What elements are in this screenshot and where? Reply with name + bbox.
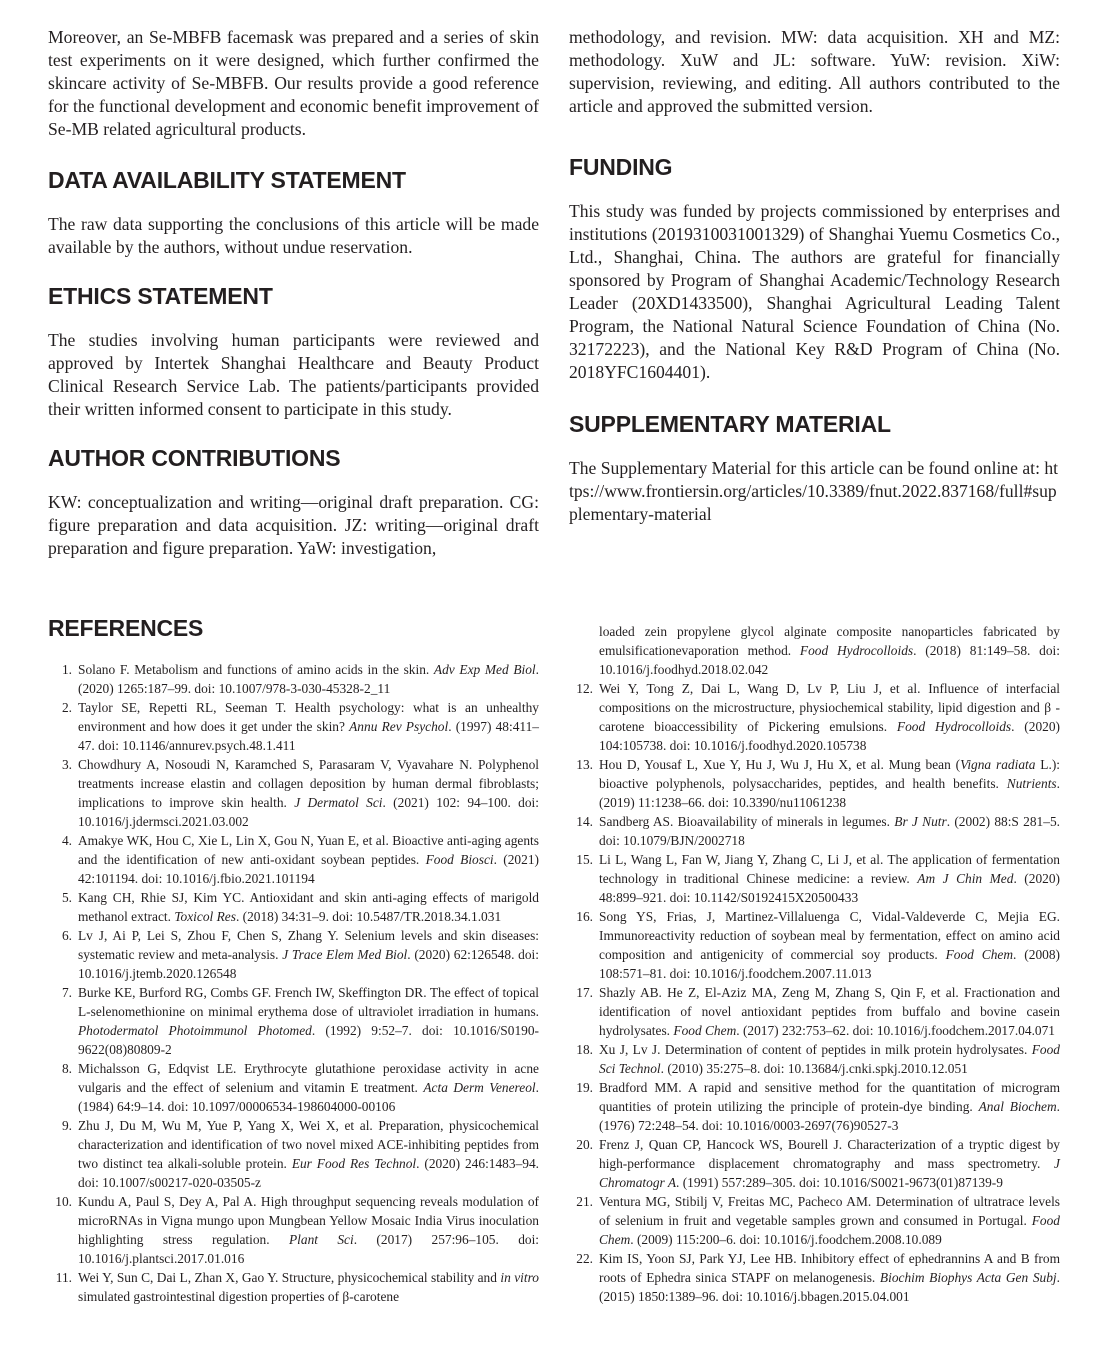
reference-journal: Food Hydrocolloids	[896, 719, 1012, 734]
funding-text: This study was funded by projects commissioned by enterprises and institutions (2019310031001329) of Shanghai Yuemu Cosmetics Co., Ltd., Shanghai, China. The authors are grateful for financially sponsored by Program of Shanghai Academic/Technology Research Leader (20XD1433500), Shanghai Agricultural Leading Talent Program, the National Natural Science Foundation of China (No. 32172223), and the National Key R&D Program of China (No. 2018YFC1604401).	[569, 201, 1060, 382]
ethics-text: The studies involving human participants were reviewed and approved by Intertek Shanghai Healthcare and Beauty Product Clinical Research Service Lab. The patients/participants provided their written informed consent to participate in this study.	[48, 330, 539, 419]
reference-item	[569, 1249, 1060, 1306]
reference-number: 18.	[576, 1042, 593, 1057]
reference-text: L.): bioactive polyphenols, polysaccharides, peptides, and health benefits.	[599, 757, 1061, 791]
reference-item	[48, 698, 539, 755]
reference-number: 5.	[61, 890, 72, 905]
reference-details: . (1997) 48:411–47. doi: 10.1146/annurev.psych.48.1.411	[78, 719, 539, 753]
reference-item	[48, 1192, 539, 1268]
author-contributions-continued: methodology, and revision. MW: data acquisition. XH and MZ: methodology. XuW and JL: software. YuW: revision. XiW: supervision, reviewing, and editing. All authors contributed to the article and approved the submitted version.	[569, 27, 1060, 116]
data-availability-heading: DATA AVAILABILITY STATEMENT	[48, 167, 406, 193]
reference-details: . (1991) 557:289–305. doi: 10.1016/S0021-9673(01)87139-9	[676, 1175, 1003, 1190]
reference-details: . (2021) 42:101194. doi: 10.1016/j.fbio.2021.101194	[78, 852, 539, 886]
data-availability-text: The raw data supporting the conclusions of this article will be made available by the authors, without undue reservation.	[48, 214, 539, 257]
reference-item	[569, 1078, 1060, 1135]
reference-number: 11.	[55, 1270, 72, 1285]
reference-number: 12.	[576, 681, 593, 696]
reference-journal: Anal Biochem	[978, 1099, 1057, 1114]
reference-journal: Eur Food Res Technol	[291, 1156, 417, 1171]
reference-number: 8.	[61, 1061, 72, 1076]
reference-details: . (2017) 257:96–105. doi: 10.1016/j.plantsci.2017.01.016	[78, 1232, 540, 1266]
reference-journal: Br J Nutr	[894, 814, 947, 829]
reference-item	[48, 755, 539, 831]
reference-text: Shazly AB. He Z, El-Aziz MA, Zeng M, Zhang S, Qin F, et al. Fractionation and identification of novel antioxidant peptides from buffalo and bovine casein hydrolysates.	[599, 985, 1060, 1038]
reference-journal: Acta Derm Venereol	[423, 1080, 536, 1095]
reference-number: 2.	[61, 700, 72, 715]
reference-details: . (2020) 104:105738. doi: 10.1016/j.foodhyd.2020.105738	[599, 719, 1060, 753]
reference-details: . (1984) 64:9–14. doi: 10.1097/00006534-198604000-00106	[78, 1080, 539, 1114]
references-heading: REFERENCES	[48, 615, 204, 641]
reference-number: 4.	[61, 833, 72, 848]
reference-text: Wei Y, Sun C, Dai L, Zhan X, Gao Y. Structure, physicochemical stability and	[78, 1270, 501, 1285]
reference-journal: Food Chem	[599, 1213, 1060, 1247]
left-column	[48, 26, 539, 560]
reference-item	[48, 983, 539, 1059]
reference-details: . (2015) 1850:1389–96. doi: 10.1016/j.bbagen.2015.04.001	[599, 1270, 1060, 1304]
reference-text: Chowdhury A, Nosoudi N, Karamched S, Parasaram V, Vyavahare N. Polyphenol treatments increase elastin and collagen deposition by human dermal fibroblasts; implications to improve skin health.	[78, 757, 539, 810]
reference-details: . (2018) 81:149–58. doi: 10.1016/j.foodhyd.2018.02.042	[599, 643, 1060, 677]
funding-heading: FUNDING	[569, 154, 673, 180]
reference-journal: Biochim Biophys Acta Gen Subj	[879, 1270, 1057, 1285]
reference-text: Li L, Wang L, Fan W, Jiang Y, Zhang C, Li J, et al. The application of fermentation technology in traditional Chinese medicine: a review.	[599, 852, 1060, 886]
reference-item	[569, 907, 1060, 983]
reference-text: Burke KE, Burford RG, Combs GF. French IW, Skeffington DR. The effect of topical L-selenomethionine on minimal erythema dose of ultraviolet irradiation in humans.	[78, 985, 539, 1019]
reference-details: . (2020) 48:899–921. doi: 10.1142/S0192415X20500433	[599, 871, 1060, 905]
reference-italic: Vigna radiata	[960, 757, 1036, 772]
reference-text: Song YS, Frias, J, Martinez-Villaluenga C, Vidal-Valdeverde C, Mejia EG. Immunoreactivity reduction of soybean meal by fermentation, effect on amino acid composition and antigenicity of commercial soy products.	[599, 909, 1060, 962]
reference-number: 17.	[576, 985, 593, 1000]
references-right-column	[569, 622, 1060, 1306]
reference-journal: Food Biosci	[425, 852, 494, 867]
reference-item	[48, 926, 539, 983]
reference-item	[48, 660, 539, 698]
reference-item	[48, 1116, 539, 1192]
right-column	[569, 26, 1060, 526]
reference-item	[48, 1059, 539, 1116]
reference-number: 3.	[61, 757, 72, 772]
reference-text: Kim IS, Yoon SJ, Park YJ, Lee HB. Inhibitory effect of ephedrannins A and B from roots of Ephedra sinica STAPF on melanogenesis.	[599, 1251, 1060, 1285]
reference-item	[569, 1192, 1060, 1249]
reference-details: . (2020) 1265:187–99. doi: 10.1007/978-3-030-45328-2_11	[78, 662, 539, 696]
reference-text: Amakye WK, Hou C, Xie L, Lin X, Gou N, Yuan E, et al. Bioactive anti-aging agents and the identification of new anti-oxidant soybean peptides.	[78, 833, 539, 867]
reference-item	[48, 1268, 539, 1306]
reference-journal: Nutrients	[1006, 776, 1057, 791]
reference-text: Xu J, Lv J. Determination of content of peptides in milk protein hydrolysates.	[599, 1042, 1032, 1057]
reference-list-left	[48, 660, 539, 1306]
reference-item	[569, 1040, 1060, 1078]
reference-text: Kundu A, Paul S, Dey A, Pal A. High throughput sequencing reveals modulation of microRNAs in Vigna mungo upon Mungbean Yellow Mosaic India Virus inoculation highlighting stress regulation.	[78, 1194, 539, 1247]
reference-text: Hou D, Yousaf L, Xue Y, Hu J, Wu J, Hu X, et al. Mung bean (	[599, 757, 961, 772]
reference-number: 10.	[55, 1194, 72, 1209]
reference-details: . (2021) 102: 94–100. doi: 10.1016/j.jdermsci.2021.03.002	[78, 795, 539, 829]
reference-journal: Annu Rev Psychol	[349, 719, 449, 734]
reference-details: . (1976) 72:248–54. doi: 10.1016/0003-2697(76)90527-3	[599, 1099, 1060, 1133]
reference-details: . (2002) 88:S 281–5. doi: 10.1079/BJN/2002718	[599, 814, 1060, 848]
reference-text: loaded zein propylene glycol alginate composite nanoparticles fabricated by emulsificationevaporation method.	[599, 624, 1060, 658]
reference-number: 15.	[576, 852, 593, 867]
supplementary-text	[569, 457, 1060, 526]
reference-journal: Photodermatol Photoimmunol Photomed	[78, 1023, 312, 1038]
reference-number: 6.	[61, 928, 72, 943]
reference-details: . (2008) 108:571–81. doi: 10.1016/j.foodchem.2007.11.013	[599, 947, 1061, 981]
reference-number: 16.	[576, 909, 593, 924]
reference-details: . (2020) 62:126548. doi: 10.1016/j.jtemb.2020.126548	[78, 947, 539, 981]
reference-item	[48, 831, 539, 888]
reference-details: . (2019) 11:1238–66. doi: 10.3390/nu11061238	[599, 776, 1060, 810]
reference-text: Lv J, Ai P, Lei S, Zhou F, Chen S, Zhang Y. Selenium levels and skin diseases: systematic review and meta-analysis.	[78, 928, 539, 962]
reference-journal: Food Sci Technol	[599, 1042, 1060, 1076]
reference-number: 1.	[61, 662, 72, 677]
reference-text: Taylor SE, Repetti RL, Seeman T. Health psychology: what is an unhealthy environment and how does it get under the skin?	[78, 700, 539, 734]
reference-item	[569, 850, 1060, 907]
reference-journal: J Trace Elem Med Biol	[282, 947, 408, 962]
reference-item	[48, 888, 539, 926]
reference-list-right	[569, 622, 1060, 1306]
reference-journal: Food Chem	[945, 947, 1014, 962]
reference-text: Frenz J, Quan CP, Hancock WS, Bourell J. Characterization of a tryptic digest by high-performance displacement chromatography and mass spectrometry.	[599, 1137, 1060, 1171]
reference-text: Ventura MG, Stibilj V, Freitas MC, Pacheco AM. Determination of ultratrace levels of selenium in fruit and vegetable samples grown and consumed in Portugal.	[599, 1194, 1060, 1228]
reference-journal: Am J Chin Med	[917, 871, 1014, 886]
reference-journal: J Dermatol Sci	[294, 795, 383, 810]
reference-number: 7.	[61, 985, 72, 1000]
reference-number: 21.	[576, 1194, 593, 1209]
reference-details: . (1992) 9:52–7. doi: 10.1016/S0190-9622(08)80809-2	[78, 1023, 539, 1057]
reference-text: Sandberg AS. Bioavailability of minerals in legumes.	[599, 814, 895, 829]
reference-details: . (2009) 115:200–6. doi: 10.1016/j.foodchem.2008.10.089	[630, 1232, 942, 1247]
reference-number: 22.	[576, 1251, 593, 1266]
reference-details: . (2017) 232:753–62. doi: 10.1016/j.foodchem.2017.04.071	[736, 1023, 1055, 1038]
reference-text: Kang CH, Rhie SJ, Kim YC. Antioxidant and skin anti-aging effects of marigold methanol extract.	[78, 890, 539, 924]
author-contributions-text: KW: conceptualization and writing—original draft preparation. CG: figure preparation and data acquisition. JZ: writing—original draft preparation and figure preparation. YaW: investigation,	[48, 492, 539, 558]
reference-item	[569, 679, 1060, 755]
reference-details: . (2020) 246:1483–94. doi: 10.1007/s00217-020-03505-z	[78, 1156, 540, 1190]
reference-item	[569, 983, 1060, 1040]
reference-item	[569, 812, 1060, 850]
reference-journal: Toxicol Res	[174, 909, 236, 924]
reference-journal: Plant Sci	[288, 1232, 354, 1247]
reference-details: . (2010) 35:275–8. doi: 10.13684/j.cnki.spkj.2010.12.051	[660, 1061, 968, 1076]
conclusion-paragraph: Moreover, an Se-MBFB facemask was prepared and a series of skin test experiments on it were designed, which further confirmed the skincare activity of Se-MBFB. Our results provide a good reference for the functional development and economic benefit improvement of Se-MB related agricultural products.	[48, 27, 539, 139]
supplementary-heading: SUPPLEMENTARY MATERIAL	[569, 411, 891, 437]
reference-journal: Food Chem	[673, 1023, 737, 1038]
reference-number: 13.	[576, 757, 593, 772]
reference-item	[569, 1135, 1060, 1192]
reference-number: 19.	[576, 1080, 593, 1095]
reference-journal: Food Hydrocolloids	[799, 643, 914, 658]
reference-journal: Adv Exp Med Biol	[433, 662, 536, 677]
reference-number: 20.	[576, 1137, 593, 1152]
references-left-column	[48, 660, 539, 1306]
reference-text: Zhu J, Du M, Wu M, Yue P, Yang X, Wei X, et al. Preparation, physicochemical characterization and identification of two novel mixed ACE-inhibiting peptides from two distinct tea alkali-soluble protein.	[78, 1118, 539, 1171]
supplementary-prefix: The Supplementary Material for this article can be found online at:	[569, 458, 1045, 478]
ethics-heading: ETHICS STATEMENT	[48, 283, 273, 309]
author-contributions-heading: AUTHOR CONTRIBUTIONS	[48, 445, 341, 471]
reference-item-continued	[569, 622, 1060, 679]
reference-italic: in vitro	[500, 1270, 539, 1285]
reference-item	[569, 755, 1060, 812]
reference-journal: J Chromatogr A	[599, 1156, 1060, 1190]
reference-text: Michalsson G, Edqvist LE. Erythrocyte glutathione peroxidase activity in acne vulgaris and the effect of selenium and vitamin E treatment.	[78, 1061, 539, 1095]
reference-details: . (2018) 34:31–9. doi: 10.5487/TR.2018.34.1.031	[235, 909, 502, 924]
reference-text: simulated gastrointestinal digestion properties of β-carotene	[78, 1289, 400, 1304]
reference-number: 9.	[61, 1118, 72, 1133]
supplementary-link[interactable]: https://www.frontiersin.org/articles/10.3389/fnut.2022.837168/full#supplementary-material	[569, 458, 1059, 524]
reference-number: 14.	[576, 814, 593, 829]
reference-text: Wei Y, Tong Z, Dai L, Wang D, Lv P, Liu J, et al. Influence of interfacial compositions on the microstructure, physiochemical stability, lipid digestion and β -carotene bioaccessibility of Pickering emulsions.	[599, 681, 1060, 734]
reference-text: Solano F. Metabolism and functions of amino acids in the skin.	[78, 662, 434, 677]
reference-text: Bradford MM. A rapid and sensitive method for the quantitation of microgram quantities of protein utilizing the principle of protein-dye binding.	[599, 1080, 1060, 1114]
